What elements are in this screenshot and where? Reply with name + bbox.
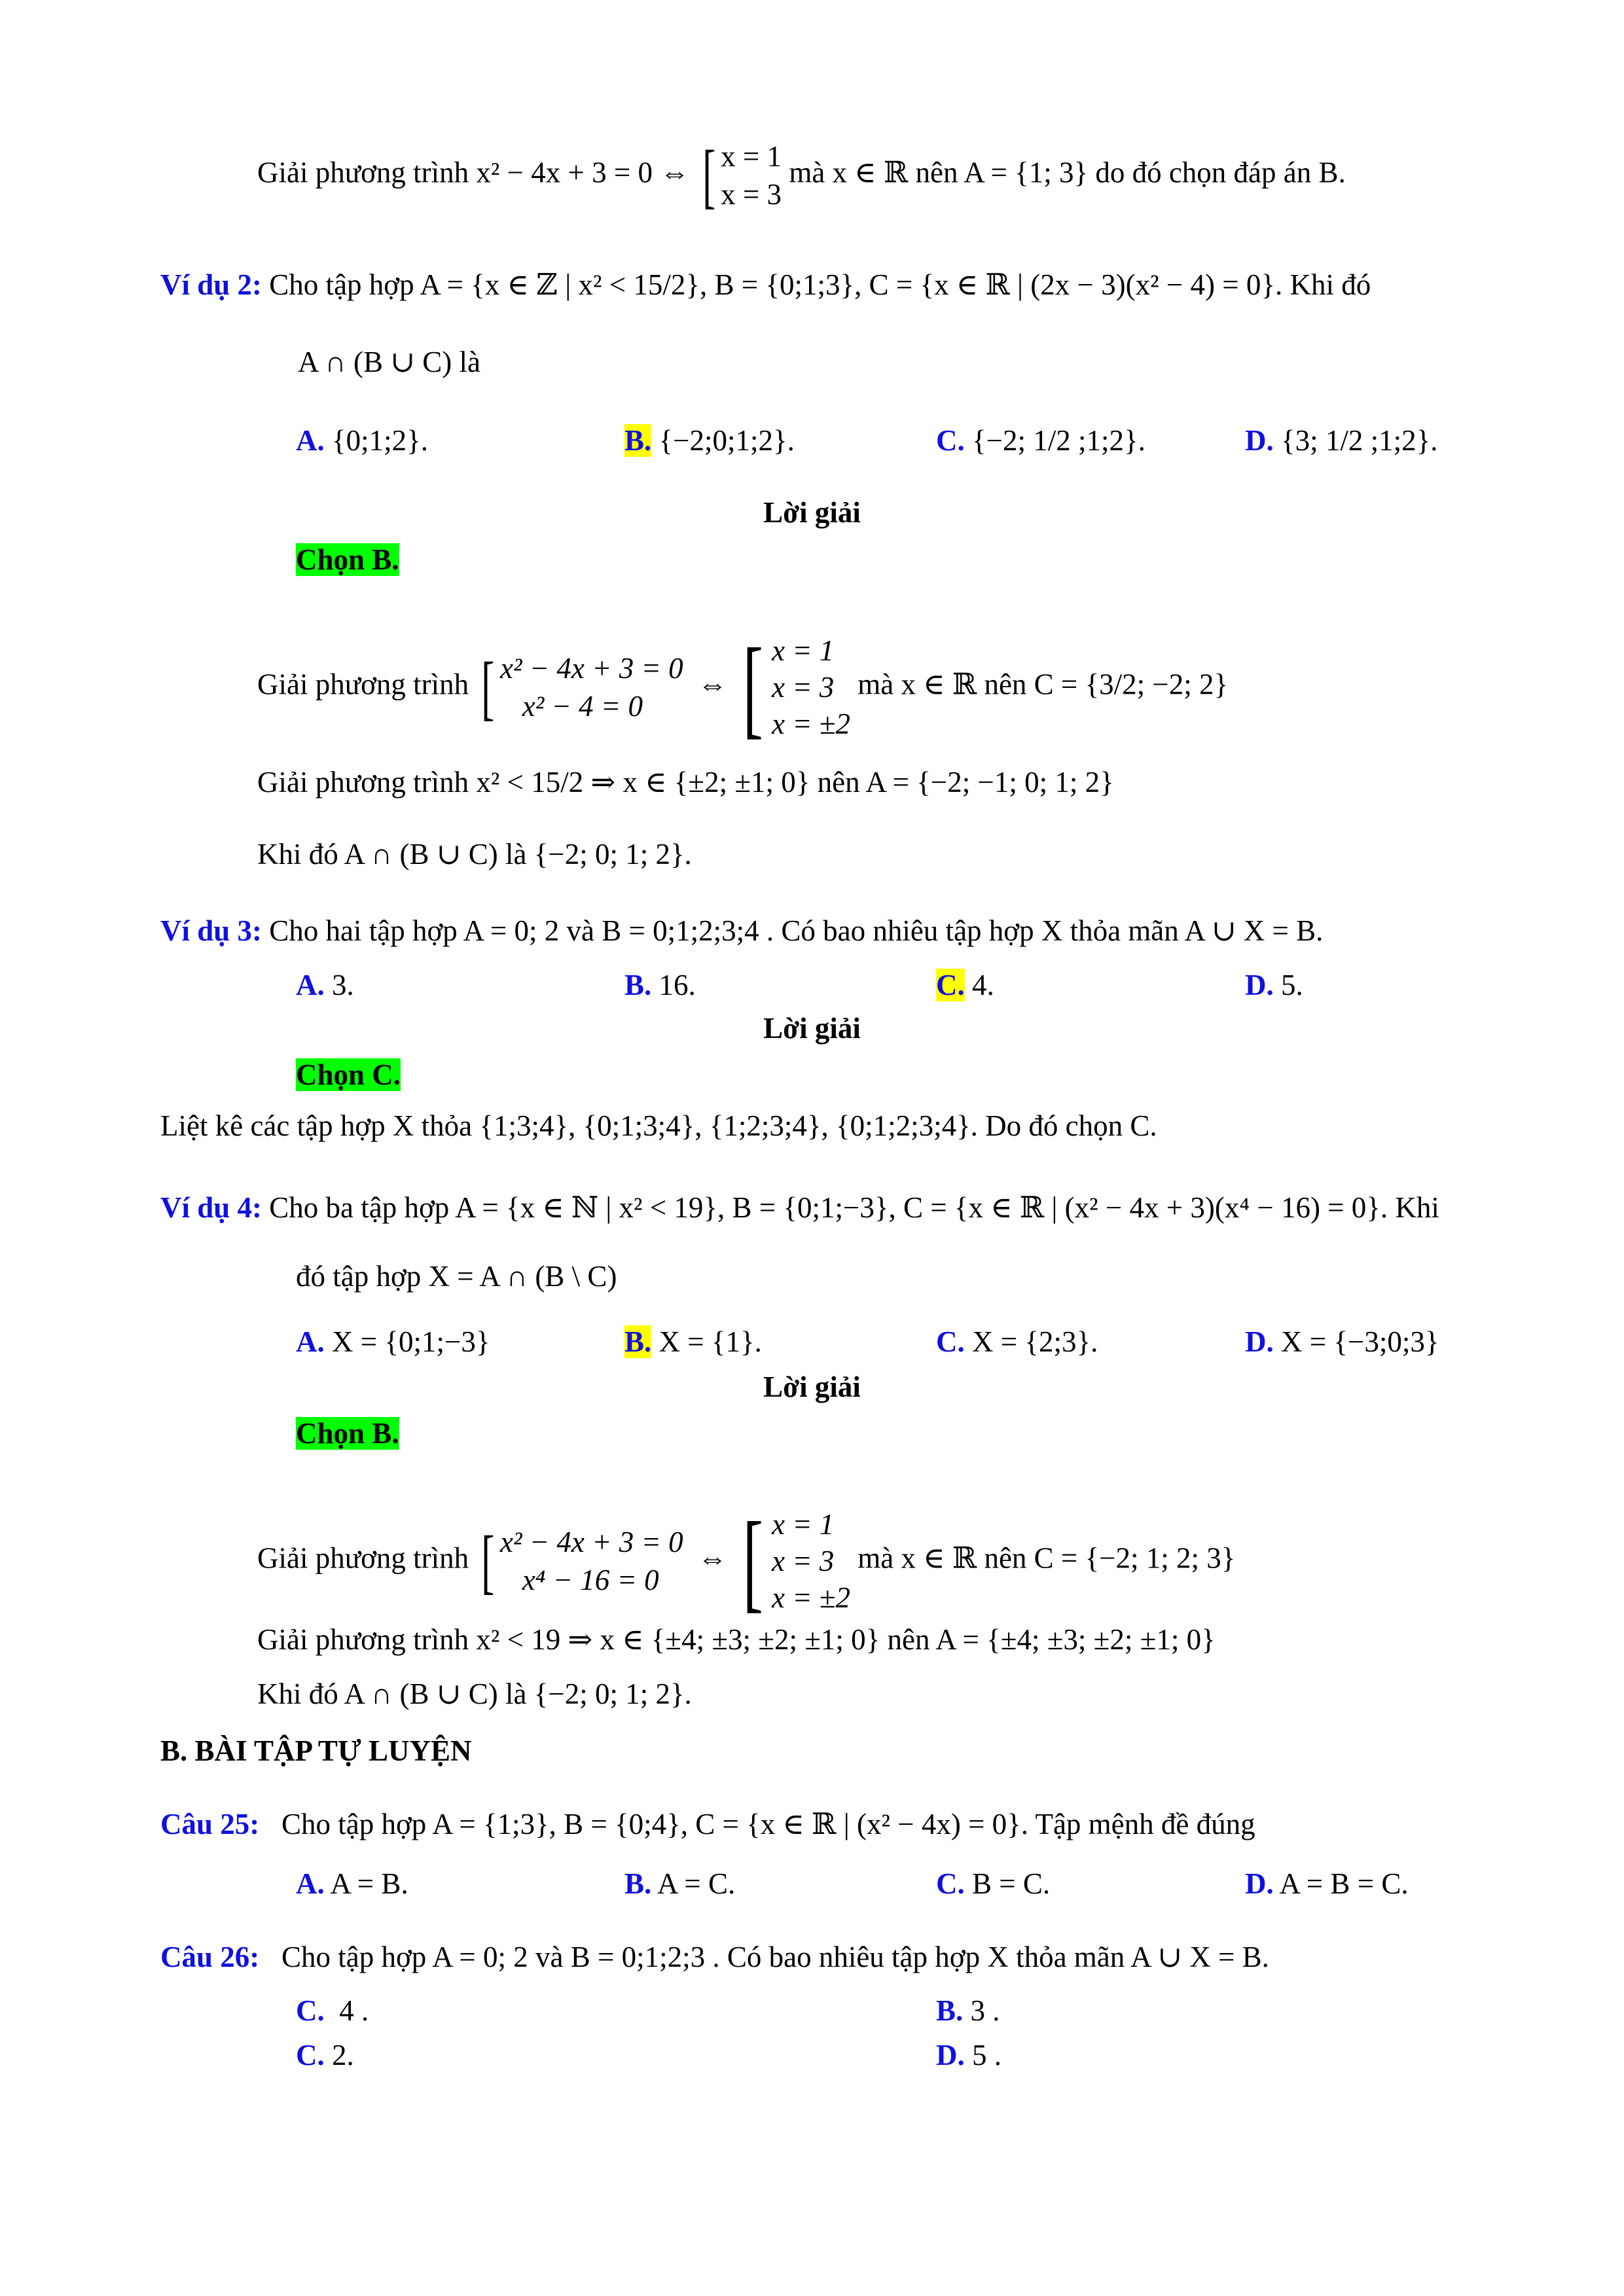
option-label: D. <box>936 2039 965 2072</box>
ex2-question-text: Cho tập hợp A = {x ∈ ℤ | x² < 15/2}, B = {0;1;3}, C = {x ∈ ℝ | (2x − 3)(x² − 4) = 0}. Khi đó <box>269 268 1371 301</box>
ex2-solution-heading: Lời giải <box>763 496 861 529</box>
intro-case-bot: x = 3 <box>721 178 782 211</box>
option-label: B. <box>936 1994 964 2027</box>
solve-text: Giải phương trình <box>257 668 469 701</box>
option-label: A. <box>296 1867 325 1900</box>
option-text: X = {1}. <box>659 1325 762 1358</box>
ex4-chosen <box>296 1414 399 1453</box>
ex2-solve-2: Giải phương trình x² < 15/2 ⇒ x ∈ {±2; ±1; 0} nên A = {−2; −1; 0; 1; 2} <box>257 766 1114 798</box>
ex4-question-line2: đó tập hợp X = A ∩ (B \ C) <box>296 1260 617 1293</box>
option-label: B. <box>624 424 652 457</box>
option-text: 3 . <box>970 1994 1000 2027</box>
option-label: B. <box>624 1867 652 1900</box>
roots-case <box>772 632 850 742</box>
option-label: C. <box>936 424 965 457</box>
q26-option-3[interactable] <box>296 2036 354 2075</box>
bracket-icon: [ <box>481 1521 495 1601</box>
solve-text: Giải phương trình <box>257 1541 469 1575</box>
intro-case <box>721 137 782 213</box>
option-text: A = B. <box>330 1867 408 1900</box>
roots-case <box>772 1506 850 1616</box>
option-label: A. <box>296 969 325 1001</box>
intro-text: Giải phương trình x² − 4x + 3 = 0 ⇔ <box>257 156 690 189</box>
bracket-icon: [ <box>743 626 764 749</box>
option-text: 2. <box>332 2039 354 2072</box>
q26-option-1[interactable] <box>296 1991 369 2030</box>
q25-question-text: Cho tập hợp A = {1;3}, B = {0;4}, C = {x ∈ ℝ | (x² − 4x) = 0}. Tập mệnh đề đúng <box>281 1808 1255 1840</box>
ex3-option-d[interactable] <box>1245 965 1303 1005</box>
chosen-badge: Chọn C. <box>296 1058 401 1091</box>
ex3-solve-1: Liệt kê các tập hợp X thỏa {1;3;4}, {0;1;3;4}, {1;2;3;4}, {0;1;2;3;4}. Do đó chọn C. <box>160 1109 1157 1142</box>
root-3: x = ±2 <box>771 708 851 740</box>
chosen-badge: Chọn B. <box>296 543 399 576</box>
system-case <box>500 1523 683 1599</box>
ex2-question-line2: A ∩ (B ∪ C) là <box>298 346 480 378</box>
ex4-question <box>160 1188 1439 1227</box>
option-text: A = B = C. <box>1279 1867 1409 1900</box>
system-case <box>500 649 683 725</box>
root-2: x = 3 <box>771 1545 835 1577</box>
ex2-solve-system <box>257 626 1229 749</box>
ex2-option-b[interactable] <box>624 421 795 460</box>
chosen-badge: Chọn B. <box>296 1417 399 1450</box>
option-text: 4 . <box>339 1994 369 2027</box>
intro-case-top: x = 1 <box>721 140 782 173</box>
option-label: B. <box>624 969 652 1001</box>
root-1: x = 1 <box>771 1508 835 1541</box>
q26-question <box>160 1937 1269 1977</box>
section-heading: B. BÀI TẬP TỰ LUYỆN <box>160 1734 472 1767</box>
ex2-question <box>160 265 1371 304</box>
system-b: x² − 4 = 0 <box>522 690 643 723</box>
q26-option-2[interactable] <box>936 1991 1000 2030</box>
ex2-label: Ví dụ 2: <box>160 268 262 301</box>
bracket-icon: [ <box>743 1499 764 1623</box>
solve-tail: mà x ∈ ℝ nên C = {3/2; −2; 2} <box>857 668 1229 701</box>
option-text: A = C. <box>657 1867 736 1900</box>
option-label: C. <box>296 2039 325 2072</box>
option-label: A. <box>296 1325 325 1358</box>
solve-tail: mà x ∈ ℝ nên C = {−2; 1; 2; 3} <box>857 1541 1236 1575</box>
intro-tail: mà x ∈ ℝ nên A = {1; 3} do đó chọn đáp án B. <box>789 156 1346 189</box>
option-label: C. <box>936 1867 965 1900</box>
root-1: x = 1 <box>771 634 835 667</box>
option-label: C. <box>936 1325 965 1358</box>
q26-label: Câu 26: <box>160 1941 260 1973</box>
option-text: {−2;0;1;2}. <box>659 424 795 457</box>
ex4-question-text: Cho ba tập hợp A = {x ∈ ℕ | x² < 19}, B = {0;1;−3}, C = {x ∈ ℝ | (x² − 4x + 3)(x⁴ − 16) = 0}. Khi <box>269 1191 1439 1224</box>
option-text: {0;1;2}. <box>332 424 428 457</box>
q25-option-c[interactable] <box>936 1864 1050 1903</box>
ex2-solve-3: Khi đó A ∩ (B ∪ C) là {−2; 0; 1; 2}. <box>257 838 692 870</box>
ex3-chosen <box>296 1055 401 1094</box>
ex3-question-text: Cho hai tập hợp A = 0; 2 và B = 0;1;2;3;4 . Có bao nhiêu tập hợp X thỏa mãn A ∪ X = B. <box>269 914 1324 947</box>
option-text: X = {0;1;−3} <box>332 1325 490 1358</box>
q25-option-b[interactable] <box>624 1864 735 1903</box>
option-text: 5 . <box>972 2039 1001 2072</box>
option-text: 5. <box>1281 969 1303 1001</box>
ex4-solution-heading: Lời giải <box>763 1371 861 1403</box>
ex2-option-d[interactable] <box>1245 421 1437 460</box>
ex4-solve-2: Giải phương trình x² < 19 ⇒ x ∈ {±4; ±3; ±2; ±1; 0} nên A = {±4; ±3; ±2; ±1; 0} <box>257 1623 1216 1656</box>
option-label: B. <box>624 1325 652 1358</box>
ex2-option-a[interactable] <box>296 421 428 460</box>
option-label: D. <box>1245 969 1274 1001</box>
system-a: x² − 4x + 3 = 0 <box>500 652 683 685</box>
q25-label: Câu 25: <box>160 1808 260 1840</box>
option-label: D. <box>1245 1867 1274 1900</box>
ex2-chosen <box>296 540 399 579</box>
ex3-solution-heading: Lời giải <box>763 1012 861 1045</box>
intro-line <box>257 137 1346 213</box>
option-label: D. <box>1245 424 1274 457</box>
option-text: B = C. <box>972 1867 1051 1900</box>
ex3-option-b[interactable] <box>624 965 696 1005</box>
option-text: X = {−3;0;3} <box>1281 1325 1439 1358</box>
option-label: C. <box>936 969 965 1001</box>
option-text: 3. <box>332 969 354 1001</box>
ex4-option-d[interactable] <box>1245 1322 1439 1361</box>
option-label: A. <box>296 424 325 457</box>
root-3: x = ±2 <box>771 1581 851 1614</box>
root-2: x = 3 <box>771 671 835 704</box>
ex4-label: Ví dụ 4: <box>160 1191 262 1224</box>
system-a: x² − 4x + 3 = 0 <box>500 1526 683 1558</box>
q26-question-text: Cho tập hợp A = 0; 2 và B = 0;1;2;3 . Có bao nhiêu tập hợp X thỏa mãn A ∪ X = B. <box>281 1941 1269 1973</box>
ex3-label: Ví dụ 3: <box>160 914 262 947</box>
q25-question <box>160 1804 1255 1844</box>
system-b: x⁴ − 16 = 0 <box>522 1564 659 1596</box>
option-text: X = {2;3}. <box>972 1325 1098 1358</box>
option-text: 16. <box>659 969 696 1001</box>
option-text: {3; 1/2 ;1;2}. <box>1281 424 1438 457</box>
bracket-icon: [ <box>481 647 495 727</box>
q26-option-4[interactable] <box>936 2036 1001 2075</box>
ex4-solve-3: Khi đó A ∩ (B ∪ C) là {−2; 0; 1; 2}. <box>257 1677 692 1710</box>
bracket-icon: [ <box>702 135 715 215</box>
equiv-icon: ⇔ <box>690 668 735 701</box>
ex3-question <box>160 911 1323 950</box>
ex3-option-a[interactable] <box>296 965 354 1005</box>
option-text: 4. <box>972 969 994 1001</box>
ex3-option-c[interactable] <box>936 965 994 1005</box>
option-text: {−2; 1/2 ;1;2}. <box>972 424 1146 457</box>
ex4-option-a[interactable] <box>296 1322 490 1361</box>
q25-option-a[interactable] <box>296 1864 408 1903</box>
ex4-option-c[interactable] <box>936 1322 1098 1361</box>
option-label: C. <box>296 1994 325 2027</box>
ex4-solve-system <box>257 1499 1236 1623</box>
q25-option-d[interactable] <box>1245 1864 1409 1903</box>
ex2-option-c[interactable] <box>936 421 1146 460</box>
equiv-icon: ⇔ <box>690 1541 735 1575</box>
ex4-option-b[interactable] <box>624 1322 762 1361</box>
option-label: D. <box>1245 1325 1274 1358</box>
